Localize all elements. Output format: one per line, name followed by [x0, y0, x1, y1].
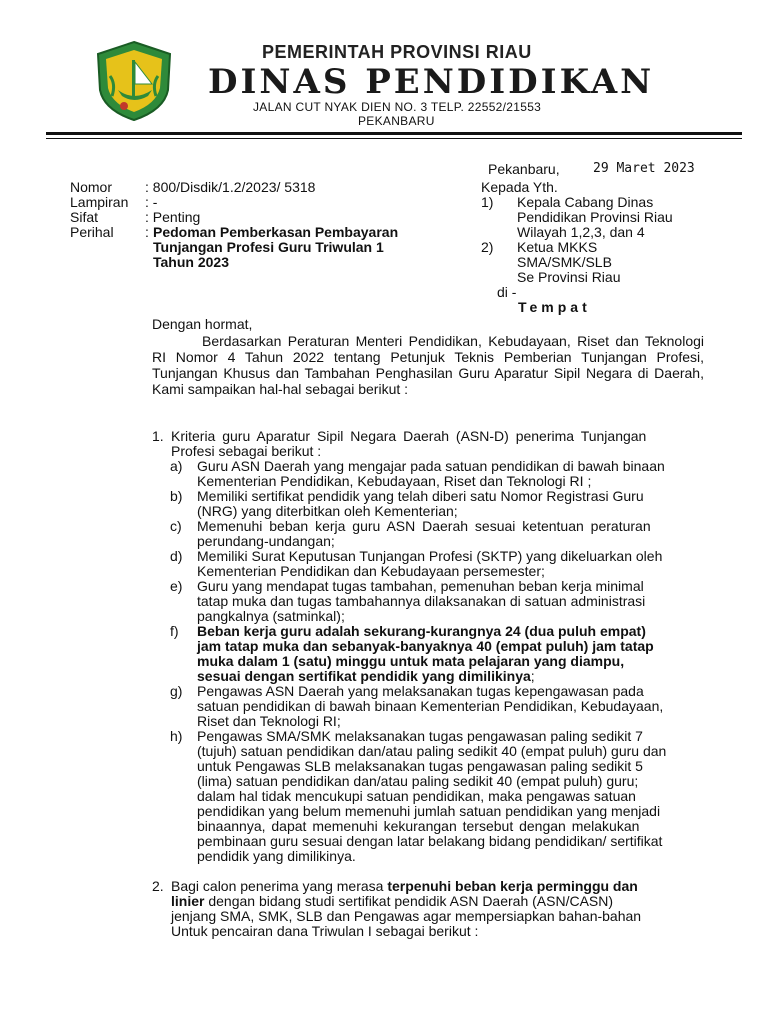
item-text-bold: linier [171, 893, 205, 909]
sub-item-line: untuk Pengawas SLB melaksanakan tugas pengawasan paling sedikit 5 [197, 758, 643, 774]
item-text-line: Kriteria guru Aparatur Sipil Negara Daerah (ASN-D) penerima Tunjangan [171, 428, 647, 444]
item-number: 2. [152, 878, 164, 894]
header-rule-thin [46, 138, 742, 139]
item-text-line: Profesi sebagai berikut : [171, 443, 322, 459]
sifat-value: : Penting [145, 209, 201, 225]
agency-address: JALAN CUT NYAK DIEN NO. 3 TELP. 22552/21553 [253, 100, 542, 114]
sub-item-line: dalam hal tidak mencukupi satuan pendidikan, maka pengawas satuan [197, 788, 636, 804]
perihal-label: Perihal [70, 224, 114, 240]
sub-item-line: pangkalnya (satminkal); [197, 608, 345, 624]
sub-item-line: (tujuh) satuan pendidikan dan/atau paling sedikit 40 (empat puluh) guru dan [197, 743, 667, 759]
agency-name: DINAS PENDIDIKAN [208, 62, 655, 102]
sub-item-bold-text: sesuai dengan sertifikat pendidik yang dimilikinya [197, 668, 531, 684]
sub-item-line: Guru yang mendapat tugas tambahan, pemenuhan beban kerja minimal [197, 578, 644, 594]
sub-item-line: (lima) satuan pendidikan dan/atau paling sedikit 40 (empat puluh) guru; [197, 773, 639, 789]
intro-paragraph: Berdasarkan Peraturan Menteri Pendidikan, Kebudayaan, Riset dan Teknologi RI Nomor 4 Tahun 2022 tentang Petunjuk Teknis Pemberian Tunjangan Profesi, Tunjangan Khusus dan Tambahan Penghasilan Guru Aparatur Sipil Negara di Daerah, Kami sampaikan hal-hal sebagai berikut : [152, 333, 704, 397]
perihal-line: Tahun 2023 [153, 254, 229, 270]
letter-date: 29 Maret 2023 [593, 161, 695, 176]
date-place: Pekanbaru, [488, 161, 560, 177]
item-text: dengan bidang studi sertifikat pendidik ASN Daerah (ASN/CASN) [204, 893, 614, 909]
sub-item-line: tatap muka dan tugas tambahannya dilaksanakan di satuan administrasi [197, 593, 646, 609]
sub-item-line [197, 668, 535, 684]
sub-item-line: Memenuhi beban kerja guru ASN Daerah sesuai ketentuan peraturan [197, 518, 651, 534]
recipient-heading: Kepada Yth. [481, 179, 558, 195]
sub-item-line: Beban kerja guru adalah sekurang-kurangnya 24 (dua puluh empat) [197, 623, 646, 639]
sub-item-line: Guru ASN Daerah yang mengajar pada satuan pendidikan di bawah binaan [197, 458, 665, 474]
item-text-line [171, 893, 613, 909]
sub-item-line: Kementerian Pendidikan dan Kebudayaan persemester; [197, 563, 545, 579]
sub-item-label: b) [170, 488, 183, 504]
recipient-number: 1) [481, 194, 494, 210]
sub-item-label: e) [170, 578, 183, 594]
agency-city: PEKANBARU [358, 114, 435, 128]
sub-item-line: perundang-undangan; [197, 533, 335, 549]
sub-item-label: g) [170, 683, 183, 699]
item-text-bold: terpenuhi beban kerja perminggu dan [387, 878, 638, 894]
recipient-line: Kepala Cabang Dinas [517, 194, 654, 210]
recipient-line: Se Provinsi Riau [517, 269, 621, 285]
sub-item-label: h) [170, 728, 183, 744]
sub-item-line: pendidikan yang belum memenuhi jumlah satuan pendidikan yang menjadi [197, 803, 661, 819]
sub-item-line: binaannya, dapat memenuhi kekurangan tersebut dengan melakukan [197, 818, 640, 834]
sifat-label: Sifat [70, 209, 99, 225]
sub-item-line: Memiliki sertifikat pendidik yang telah diberi satu Nomor Registrasi Guru [197, 488, 644, 504]
nomor-value: : 800/Disdik/1.2/2023/ 5318 [145, 179, 316, 195]
sub-item-line: pendidik yang dimilikinya. [197, 848, 356, 864]
sub-item-line: Riset dan Teknologi RI; [197, 713, 341, 729]
sub-item-line: satuan pendidikan di bawah binaan Kementerian Pendidikan, Kebudayaan, [197, 698, 664, 714]
di-label: di - [497, 284, 517, 300]
sub-item-tail: ; [530, 668, 535, 684]
sub-item-label: f) [170, 623, 179, 639]
sub-item-line: Kementerian Pendidikan, Kebudayaan, Riset dan Teknologi RI ; [197, 473, 592, 489]
tempat-label: Tempat [518, 299, 591, 315]
item-text-line: Untuk pencairan dana Triwulan I sebagai berikut : [171, 923, 479, 939]
nomor-label: Nomor [70, 179, 113, 195]
government-name: PEMERINTAH PROVINSI RIAU [262, 42, 532, 62]
item-text: Bagi calon penerima yang merasa [171, 878, 388, 894]
sub-item-line: muka dalam 1 (satu) minggu untuk mata pelajaran yang diampu, [197, 653, 625, 669]
item-text-line [171, 878, 638, 894]
perihal-colon: : [145, 224, 149, 240]
item-number: 1. [152, 428, 164, 444]
sub-item-line: (NRG) yang diterbitkan oleh Kementerian; [197, 503, 458, 519]
perihal-line: Tunjangan Profesi Guru Triwulan 1 [153, 239, 384, 255]
sub-item-line: Pengawas SMA/SMK melaksanakan tugas pengawasan paling sedikit 7 [197, 728, 643, 744]
sub-item-line: Memiliki Surat Keputusan Tunjangan Profesi (SKTP) yang dikeluarkan oleh [197, 548, 663, 564]
recipient-line: Wilayah 1,2,3, dan 4 [517, 224, 645, 240]
recipient-number: 2) [481, 239, 494, 255]
recipient-line: Pendidikan Provinsi Riau [517, 209, 673, 225]
header-rule-thick [46, 132, 742, 135]
perihal-line: Pedoman Pemberkasan Pembayaran [153, 224, 399, 240]
salutation: Dengan hormat, [152, 316, 253, 332]
sub-item-label: c) [170, 518, 182, 534]
recipient-line: SMA/SMK/SLB [517, 254, 612, 270]
sub-item-line: Pengawas ASN Daerah yang melaksanakan tugas kepengawasan pada [197, 683, 644, 699]
item-text-line: jenjang SMA, SMK, SLB dan Pengawas agar mempersiapkan bahan-bahan [171, 908, 642, 924]
lampiran-label: Lampiran [70, 194, 129, 210]
sub-item-line: jam tatap muka dan sebanyak-banyaknya 40 (empat puluh) jam tatap [197, 638, 654, 654]
sub-item-label: d) [170, 548, 183, 564]
sub-item-label: a) [170, 458, 183, 474]
riau-province-logo [94, 40, 174, 122]
lampiran-value: : - [145, 194, 158, 210]
sub-item-line: pembinaan guru sesuai dengan latar belakang bidang pendidikan/ sertifikat [197, 833, 663, 849]
recipient-line: Ketua MKKS [517, 239, 598, 255]
